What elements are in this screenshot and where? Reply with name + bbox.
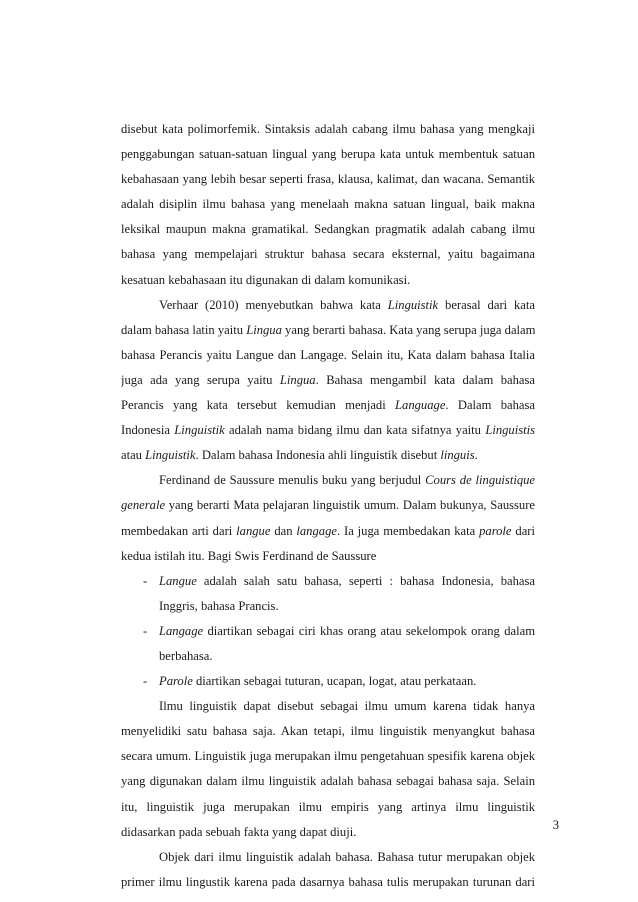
paragraph bbox=[121, 694, 535, 845]
text-line: didasarkan pada sebuah fakta yang dapat diuji. bbox=[121, 824, 357, 839]
bullet-dash: - bbox=[143, 573, 148, 588]
list-item bbox=[121, 569, 535, 619]
text-line: Ferdinand de Saussure menulis buku yang berjudul Cours de linguistique bbox=[159, 473, 535, 488]
bullet-list bbox=[121, 569, 535, 694]
text-line: bahasa yang mempelajari struktur bahasa secara eksternal, yaitu bagaimana bbox=[121, 247, 535, 262]
text-line: kebahasaan yang lebih besar seperti frasa, klausa, kalimat, dan wacana. Semantik bbox=[121, 172, 535, 187]
text-line: Perancis yang kata tersebut kemudian menjadi Language. Dalam bahasa bbox=[121, 398, 535, 413]
text-line: generale yang berarti Mata pelajaran linguistik umum. Dalam bukunya, Saussure bbox=[121, 498, 535, 513]
page-number: 3 bbox=[552, 818, 559, 832]
text-line bbox=[121, 669, 535, 694]
list-item-text: Langage diartikan sebagai ciri khas orang atau sekelompok orang dalam bbox=[159, 623, 535, 638]
text-line bbox=[121, 594, 535, 619]
body-text bbox=[121, 117, 535, 895]
text-line bbox=[121, 619, 535, 644]
list-item bbox=[121, 669, 535, 694]
text-line: leksikal maupun makna gramatikal. Sedangkan pragmatik adalah cabang ilmu bbox=[121, 222, 535, 237]
bullet-dash: - bbox=[143, 674, 148, 689]
paragraph bbox=[121, 845, 535, 895]
text-line bbox=[121, 569, 535, 594]
text-line: Objek dari ilmu linguistik adalah bahasa. Bahasa tutur merupakan objek bbox=[159, 849, 535, 864]
text-line: disebut kata polimorfemik. Sintaksis adalah cabang ilmu bahasa yang mengkaji bbox=[121, 122, 535, 136]
text-line bbox=[121, 644, 535, 669]
text-line: primer ilmu lingustik karena pada dasarnya bahasa tulis merupakan turunan dari bbox=[121, 874, 535, 889]
text-line: secara umum. Linguistik juga merupakan ilmu pengetahuan spesifik karena objek bbox=[121, 749, 535, 764]
text-line: atau Linguistik. Dalam bahasa Indonesia ahli linguistik disebut linguis. bbox=[121, 448, 478, 463]
list-item-text: Inggris, bahasa Prancis. bbox=[159, 598, 279, 613]
text-line: Verhaar (2010) menyebutkan bahwa kata Linguistik berasal dari kata bbox=[159, 297, 535, 312]
list-item-text: berbahasa. bbox=[159, 648, 213, 663]
list-item bbox=[121, 619, 535, 669]
text-line: itu, linguistik juga merupakan ilmu empiris yang artinya ilmu linguistik bbox=[121, 799, 535, 814]
text-line: Indonesia Linguistik adalah nama bidang ilmu dan kata sifatnya yaitu Linguistis bbox=[121, 423, 535, 438]
bullet-dash: - bbox=[143, 623, 148, 638]
list-item-text: Langue adalah salah satu bahasa, seperti : bahasa Indonesia, bahasa bbox=[159, 573, 535, 588]
text-line: membedakan arti dari langue dan langage. Ia juga membedakan kata parole dari bbox=[121, 523, 535, 538]
text-line: penggabungan satuan-satuan lingual yang berupa kata untuk membentuk satuan bbox=[121, 147, 535, 162]
list-item-text: Parole diartikan sebagai tuturan, ucapan, logat, atau perkataan. bbox=[159, 674, 477, 689]
text-line: Ilmu linguistik dapat disebut sebagai ilmu umum karena tidak hanya bbox=[159, 699, 535, 714]
text-line: kedua istilah itu. Bagi Swis Ferdinand de Saussure bbox=[121, 548, 377, 563]
text-line: menyelidiki satu bahasa saja. Akan tetapi, ilmu linguistik menyangkut bahasa bbox=[121, 724, 535, 739]
paragraph bbox=[121, 117, 535, 293]
text-line: adalah disiplin ilmu bahasa yang menelaah makna satuan lingual, baik makna bbox=[121, 197, 535, 212]
text-line: kesatuan kebahasaan itu digunakan di dalam komunikasi. bbox=[121, 272, 411, 287]
paragraph bbox=[121, 293, 535, 469]
text-line: dalam bahasa latin yaitu Lingua yang berarti bahasa. Kata yang serupa juga dalam bbox=[121, 322, 535, 337]
text-line: bahasa Perancis yaitu Langue dan Langage. Selain itu, Kata dalam bahasa Italia bbox=[121, 347, 535, 362]
text-line: yang digunakan dalam ilmu linguistik adalah bahasa sebagai bahasa saja. Selain bbox=[121, 774, 535, 789]
paragraph bbox=[121, 468, 535, 568]
text-line: juga ada yang serupa yaitu Lingua. Bahasa mengambil kata dalam bahasa bbox=[121, 372, 535, 387]
